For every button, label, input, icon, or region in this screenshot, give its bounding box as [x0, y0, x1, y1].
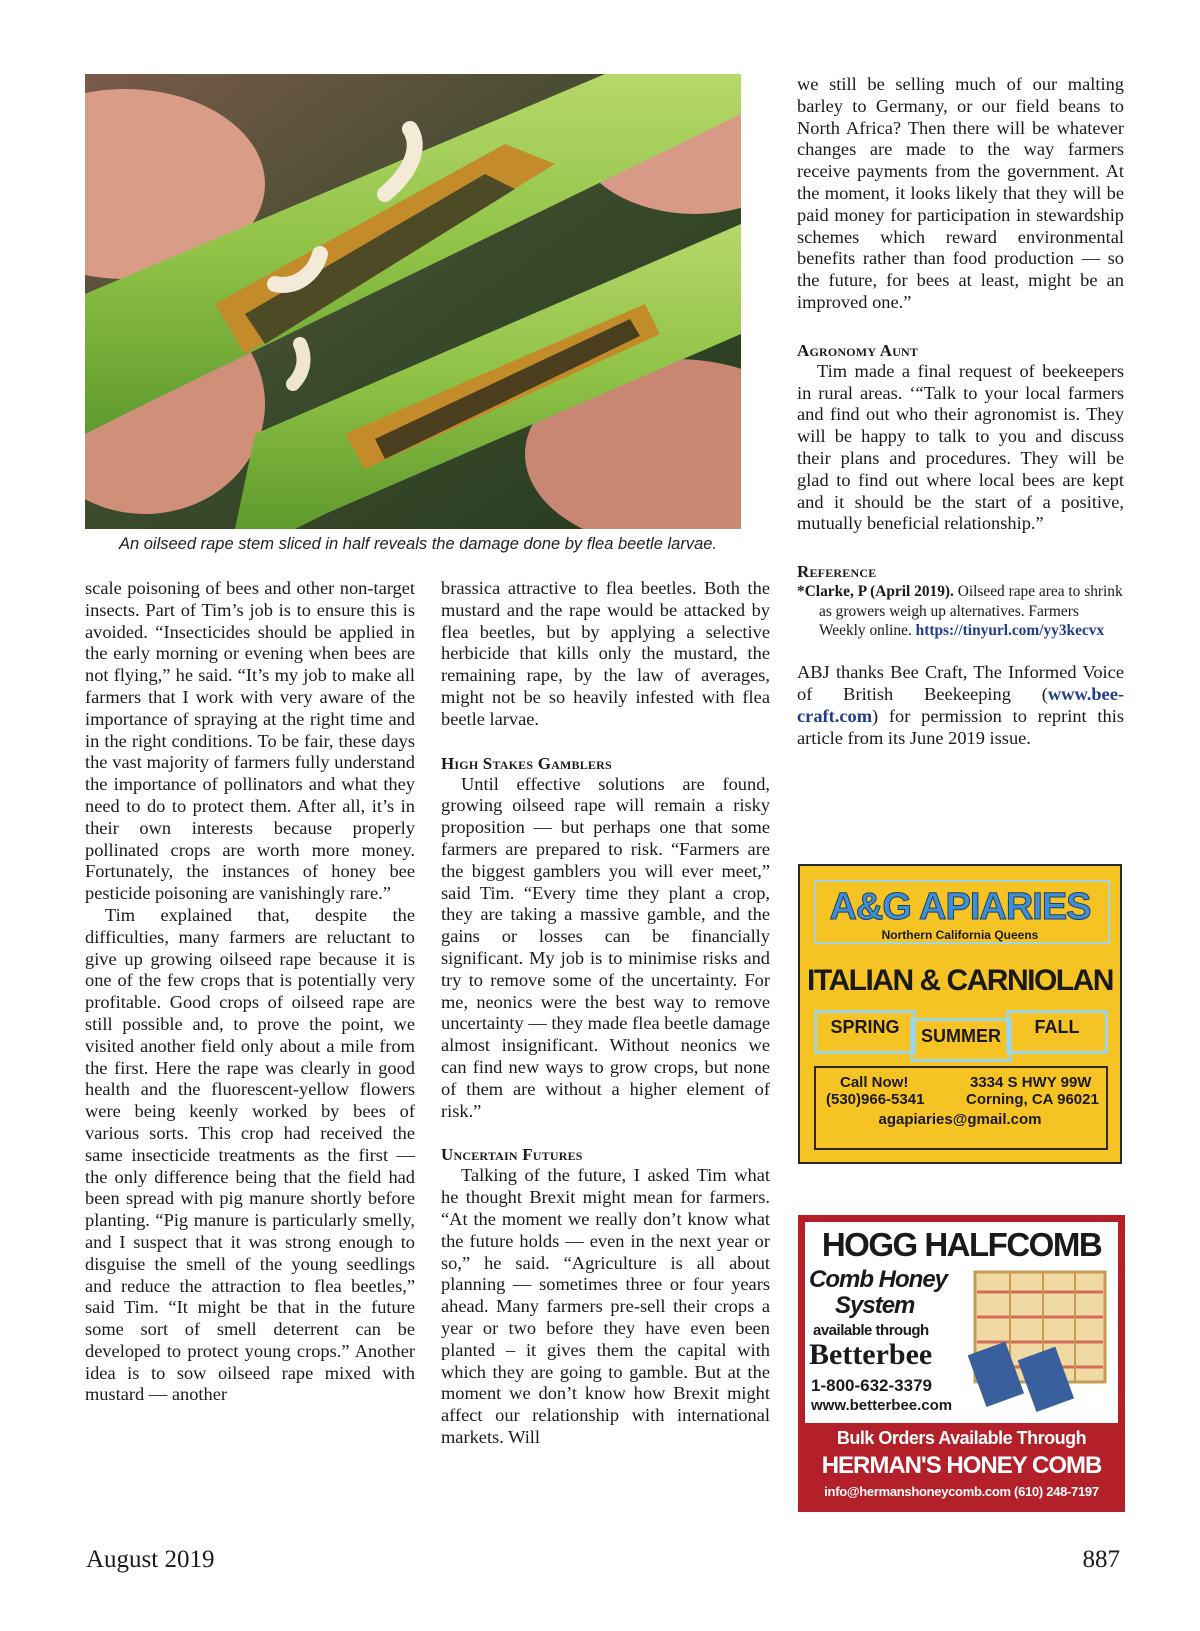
reference-entry [797, 582, 1124, 640]
section-heading: Uncertain Futures [441, 1145, 583, 1165]
section-heading: High Stakes Gamblers [441, 753, 612, 773]
ad-breeds: ITALIAN & CARNIOLAN [807, 964, 1113, 997]
reference-link[interactable]: https://tinyurl.com/yy3kecvx [915, 621, 1105, 639]
ad-street: 3334 S HWY 99W [970, 1074, 1092, 1091]
paragraph: Until effective solutions are found, growing oilseed rape will remain a risky proposition — but perhaps one that some farmers are prepared to risk. “Farmers are the biggest gamblers you will ever meet,” said Tim. “Every time they plant a crop, they are taking a massive gamble, and the gains or losses can be financially significant. My job is to minimise risks and try to remove some of the uncertainty. For me, neonics were the best way to remove uncertainty — they made flea beetle damage almost insignificant. Without neonics we can find new ways to grow crops, but none of them are without a higher element of risk.” [441, 773, 770, 1121]
ad-phone[interactable]: (530)966-5341 [826, 1091, 925, 1108]
betterbee-logo: Betterbee [809, 1338, 933, 1371]
season-spring: SPRING [830, 1017, 900, 1037]
page-number: 887 [1082, 1546, 1120, 1573]
ad-company: HERMAN'S HONEY COMB [821, 1452, 1102, 1479]
comb-frame-image [965, 1262, 1115, 1422]
paragraph: Tim made a final request of beekeepers in rural areas. ‘“Talk to your local farmers and find out who their agronomist is. They will be happy to talk to you and discuss their plans and procedures. They will be glad to find out where local bees are kept and it should be the start of a positive, mutually beneficial relationship.” [797, 360, 1124, 534]
acknowledgement-text: ABJ thanks Bee Craft, The Informed Voice of British Beekeeping ( [797, 662, 1124, 705]
ad-bulk: Bulk Orders Available Through [836, 1428, 1087, 1448]
section-heading: Agronomy Aunt [797, 340, 919, 360]
ad-web[interactable]: www.betterbee.com [811, 1397, 953, 1414]
ad-city: Corning, CA 96021 [966, 1091, 1099, 1108]
ad-title: A&G APIARIES [829, 886, 1091, 928]
paragraph: Talking of the future, I asked Tim what he thought Brexit might mean for farmers. “At the moment we really don’t know what the future holds — even in the next year or so,” he said. “Agriculture is all about planning — sometimes three or four years ahead. Many farmers pre-sell their crops a year or two before they have even been planted – it gives them the capital with which they are going to gamble. But at the moment we don’t know how Brexit might affect our relationship with international markets. Will [441, 1165, 770, 1447]
acknowledgement [797, 662, 1124, 749]
ad-phone[interactable]: 1-800-632-3379 [811, 1376, 932, 1395]
ad-email[interactable]: agapiaries@gmail.com [878, 1111, 1042, 1128]
ag-apiaries-ad[interactable] [798, 864, 1122, 1164]
reference-author: *Clarke, P (April 2019). [797, 583, 954, 601]
footer-date: August 2019 [86, 1546, 215, 1573]
article-column-3 [797, 74, 1124, 750]
paragraph: we still be selling much of our malting barley to Germany, or our field beans to North Africa? Then there will be whatever changes are made to the way farmers receive payments from the government. At the moment, it looks likely that they will be paid money for participation in stewardship schemes which reward environmental benefits rather than food production — so the future, for bees at least, might be an improved one.” [797, 74, 1124, 312]
bee-craft-link[interactable]: www.bee-craft.com [797, 684, 1124, 726]
hogg-halfcomb-ad[interactable] [798, 1215, 1125, 1512]
ad-line: available through [813, 1322, 929, 1339]
acknowledgement-text: ) for permission to reprint this article from its June 2019 issue. [797, 705, 1124, 748]
season-fall: FALL [1034, 1017, 1080, 1037]
ad-line: Comb Honey [809, 1266, 948, 1293]
article-photo [85, 74, 741, 529]
paragraph: Tim explained that, despite the difficulties, many farmers are reluctant to give up growing oilseed rape because it is one of the few crops that is potentially very profitable. Good crops of oilseed rape are still possible and, to prove the point, we visited another field only about a mile from the first. Here the rape was clearly in good health and the fluorescent-yellow flowers were being keenly worked by bees of various sorts. This crop had received the same insecticide treatments as the first — the only difference being that the field had been spread with pig manure shortly before planting. “Pig manure is particularly smelly, and I suspect that it was strong enough to disguise the smell of the young seedlings and reduce the attraction to flea beetles,” said Tim. “It might be that in the future some sort of smell deterrent can be developed to protect young crops.” Another idea is to sow oilseed rape mixed with mustard — another [85, 904, 415, 1405]
ad-line: System [835, 1292, 915, 1319]
flea-beetle-larvae-stem-photo [85, 74, 741, 529]
reference-text: Oilseed rape area to shrink as growers weigh up alternatives. Farmers Weekly online. [819, 583, 1123, 639]
season-summer: SUMMER [921, 1026, 1001, 1046]
paragraph: scale poisoning of bees and other non-target insects. Part of Tim’s job is to ensure this is avoided. “Insecticides should be applied in the early morning or evening when bees are not flying,” he said. “It’s my job to make all farmers that I work with very aware of the importance of spraying at the right time and in the right conditions. To be fair, these days the vast majority of farmers fully understand the importance of pollinators and what they need to do to protect them. After all, it’s in their own interests because properly pollinated crops are worth more money. Fortunately, the instances of honey bee pesticide poisoning are vanishingly rare.” [85, 578, 415, 904]
article-column-1 [85, 578, 415, 1406]
ad-title: HOGG HALFCOMB [821, 1226, 1102, 1263]
paragraph: brassica attractive to flea beetles. Both the mustard and the rape would be attacked by flea beetles, but by applying a selective herbicide that kills only the mustard, the remaining rape, by the law of averages, might not be so heavily infested with flea beetle larvae. [441, 578, 770, 729]
article-column-2 [441, 578, 770, 1449]
call-now: Call Now! [840, 1074, 909, 1091]
photo-caption: An oilseed rape stem sliced in half reveals the damage done by flea beetle larvae. [118, 535, 718, 553]
section-heading: Reference [797, 562, 877, 582]
ad-contact[interactable]: info@hermanshoneycomb.com (610) 248-7197 [824, 1484, 1099, 1499]
ad-subtitle: Northern California Queens [881, 928, 1039, 942]
